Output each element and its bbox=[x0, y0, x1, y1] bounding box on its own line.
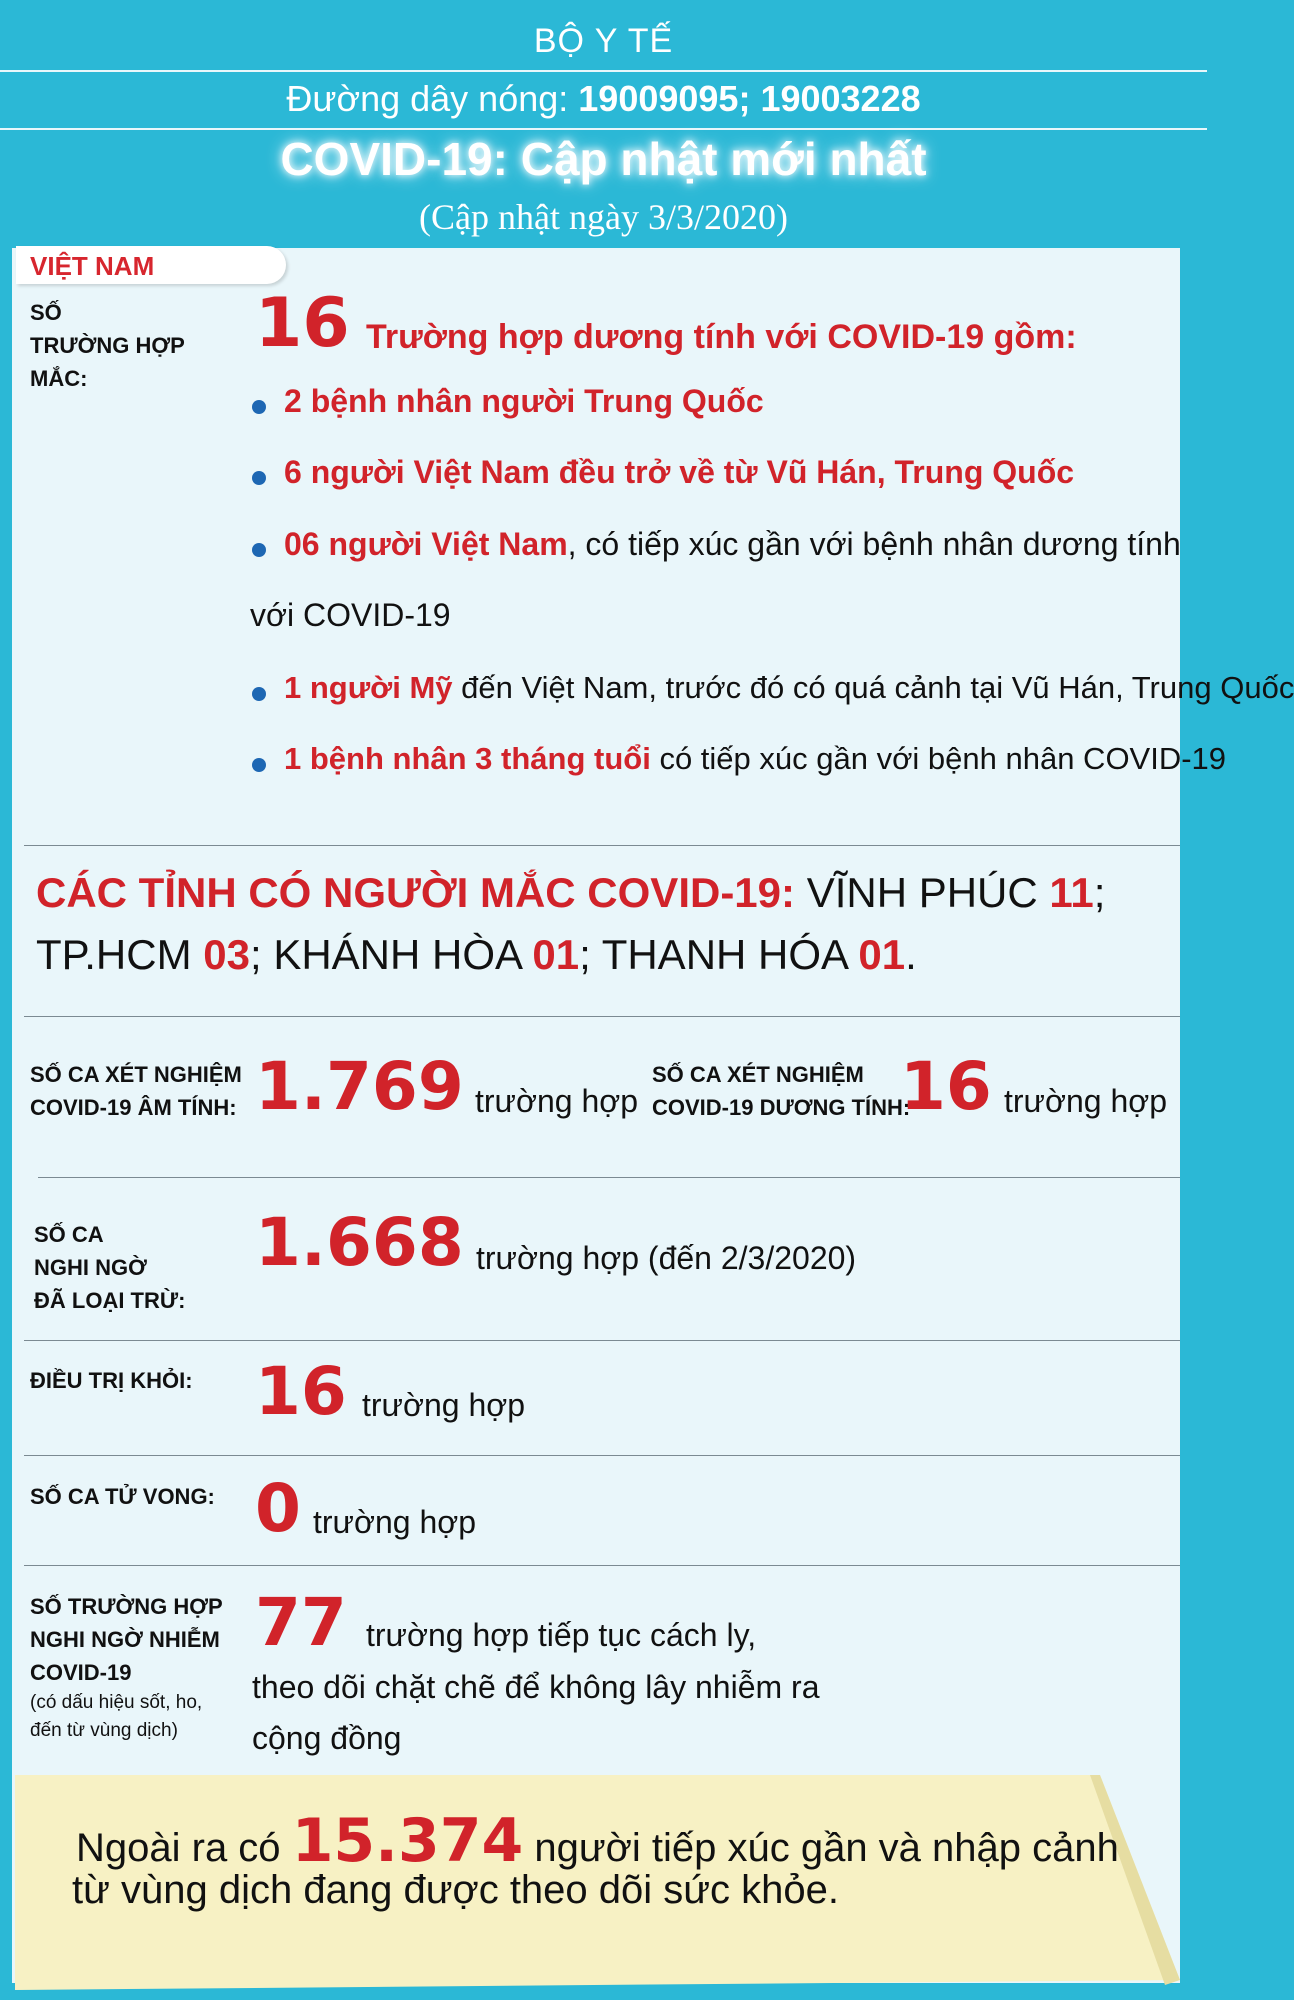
positive-tests-label bbox=[652, 1058, 910, 1124]
update-date: (Cập nhật ngày 3/3/2020) bbox=[419, 197, 788, 237]
note-line-2: từ vùng dịch đang được theo dõi sức khỏe. bbox=[72, 1868, 840, 1912]
organization-name: BỘ Y TẾ bbox=[533, 22, 674, 60]
country-tag bbox=[16, 246, 286, 284]
cases-label bbox=[30, 296, 185, 395]
isolation-sublabel: đến từ vùng dịch) bbox=[30, 1720, 178, 1741]
header-divider bbox=[0, 128, 1207, 130]
case-item-1: 2 bệnh nhân người Trung Quốc bbox=[284, 383, 764, 419]
cases-label-line: TRƯỜNG HỢP bbox=[30, 333, 185, 358]
section-divider bbox=[24, 1340, 1180, 1341]
isolation-text-3: cộng đồng bbox=[252, 1720, 402, 1756]
suspected-label-line: ĐÃ LOẠI TRỪ: bbox=[34, 1288, 186, 1313]
country-tag-label: VIỆT NAM bbox=[30, 251, 155, 281]
section-divider bbox=[38, 1177, 1180, 1178]
note-suffix: người tiếp xúc gần và nhập cảnh bbox=[534, 1826, 1119, 1870]
case-item-5 bbox=[284, 741, 1226, 777]
bullet-icon bbox=[252, 471, 266, 485]
cases-number: 16 bbox=[255, 284, 350, 363]
province-count: 11 bbox=[1049, 869, 1094, 916]
case-item-5-text: có tiếp xúc gần với bệnh nhân COVID-19 bbox=[650, 741, 1227, 776]
suspected-label-line: SỐ CA bbox=[34, 1222, 104, 1247]
negative-tests-number: 1.769 bbox=[255, 1048, 464, 1125]
hotline bbox=[0, 78, 1207, 120]
isolation-label-line: SỐ TRƯỜNG HỢP bbox=[30, 1594, 223, 1619]
isolation-text-2: theo dõi chặt chẽ để không lây nhiễm ra bbox=[252, 1669, 820, 1705]
isolation-label-line: NGHI NGỜ NHIỄM bbox=[30, 1627, 220, 1652]
isolation-label bbox=[30, 1590, 223, 1745]
province-name: KHÁNH HÒA bbox=[273, 931, 521, 978]
negative-tests-label bbox=[30, 1058, 242, 1124]
recovered-label: ĐIỀU TRỊ KHỎI: bbox=[30, 1368, 193, 1393]
case-item-4-highlight: 1 người Mỹ bbox=[284, 670, 453, 705]
case-item-3-highlight: 06 người Việt Nam bbox=[284, 526, 568, 562]
recovered-number: 16 bbox=[255, 1353, 347, 1430]
province-name: THANH HÓA bbox=[601, 931, 847, 978]
province-name: VĨNH PHÚC bbox=[806, 869, 1038, 916]
suspected-number: 1.668 bbox=[255, 1204, 464, 1281]
bullet-icon bbox=[252, 758, 266, 772]
provinces-heading: CÁC TỈNH CÓ NGƯỜI MẮC COVID-19: bbox=[36, 869, 796, 916]
positive-tests-unit: trường hợp bbox=[1004, 1083, 1168, 1119]
bullet-icon bbox=[252, 687, 266, 701]
positive-tests-number: 16 bbox=[900, 1048, 992, 1125]
page-title: COVID-19: Cập nhật mới nhất bbox=[280, 133, 927, 185]
cases-label-line: MẮC: bbox=[30, 366, 88, 391]
provinces-list: CÁC TỈNH CÓ NGƯỜI MẮC COVID-19: VĨNH PHÚC 11; TP.HCM 03; KHÁNH HÒA 01; THANH HÓA 01. bbox=[36, 869, 1106, 978]
section-divider bbox=[24, 1455, 1180, 1456]
isolation-number: 77 bbox=[255, 1584, 347, 1661]
deaths-number: 0 bbox=[255, 1470, 301, 1547]
negative-tests-unit: trường hợp bbox=[475, 1083, 639, 1119]
suspected-label-line: NGHI NGỜ bbox=[34, 1255, 147, 1280]
case-item-5-highlight: 1 bệnh nhân 3 tháng tuổi bbox=[284, 741, 651, 776]
cases-intro: Trường hợp dương tính với COVID-19 gồm: bbox=[366, 318, 1077, 356]
recovered-unit: trường hợp bbox=[362, 1387, 526, 1423]
case-item-2: 6 người Việt Nam đều trở về từ Vũ Hán, Trung Quốc bbox=[284, 454, 1075, 490]
isolation-sublabel: (có dấu hiệu sốt, ho, bbox=[30, 1692, 203, 1713]
note-number: 15.374 bbox=[291, 1806, 524, 1876]
positive-tests-label-line: COVID-19 DƯƠNG TÍNH: bbox=[652, 1095, 911, 1120]
section-divider bbox=[24, 1565, 1180, 1566]
isolation-label-line: COVID-19 bbox=[30, 1660, 132, 1685]
hotline-label: Đường dây nóng: bbox=[286, 78, 569, 119]
header bbox=[0, 0, 1207, 250]
cases-label-line: SỐ bbox=[30, 300, 62, 325]
section-divider bbox=[24, 1016, 1180, 1017]
province-count: 01 bbox=[858, 931, 906, 978]
bullet-icon bbox=[252, 543, 266, 557]
header-divider bbox=[0, 70, 1207, 72]
bullet-icon bbox=[252, 400, 266, 414]
case-item-3-continued: với COVID-19 bbox=[250, 597, 451, 633]
negative-tests-label-line: SỐ CA XÉT NGHIỆM bbox=[30, 1062, 242, 1087]
deaths-label: SỐ CA TỬ VONG: bbox=[30, 1484, 215, 1509]
hotline-numbers: 19009095; 19003228 bbox=[578, 78, 921, 119]
suspected-unit: trường hợp (đến 2/3/2020) bbox=[476, 1240, 857, 1276]
province-count: 01 bbox=[532, 931, 580, 978]
case-item-4-text: đến Việt Nam, trước đó có quá cảnh tại Vũ Hán, Trung Quốc bbox=[452, 670, 1294, 705]
section-divider bbox=[24, 845, 1180, 846]
negative-tests-label-line: COVID-19 ÂM TÍNH: bbox=[30, 1095, 237, 1120]
case-item-3 bbox=[284, 526, 1181, 563]
note-line-1 bbox=[76, 1806, 1119, 1876]
isolation-text-1: trường hợp tiếp tục cách ly, bbox=[366, 1617, 757, 1653]
note-prefix: Ngoài ra có bbox=[76, 1826, 281, 1870]
case-item-3-text: , có tiếp xúc gần với bệnh nhân dương tính bbox=[567, 526, 1181, 562]
province-name: TP.HCM bbox=[36, 931, 192, 978]
case-item-4 bbox=[284, 670, 1294, 706]
province-count: 03 bbox=[203, 931, 250, 978]
deaths-unit: trường hợp bbox=[313, 1504, 477, 1540]
positive-tests-label-line: SỐ CA XÉT NGHIỆM bbox=[652, 1062, 864, 1087]
suspected-label bbox=[34, 1218, 185, 1317]
